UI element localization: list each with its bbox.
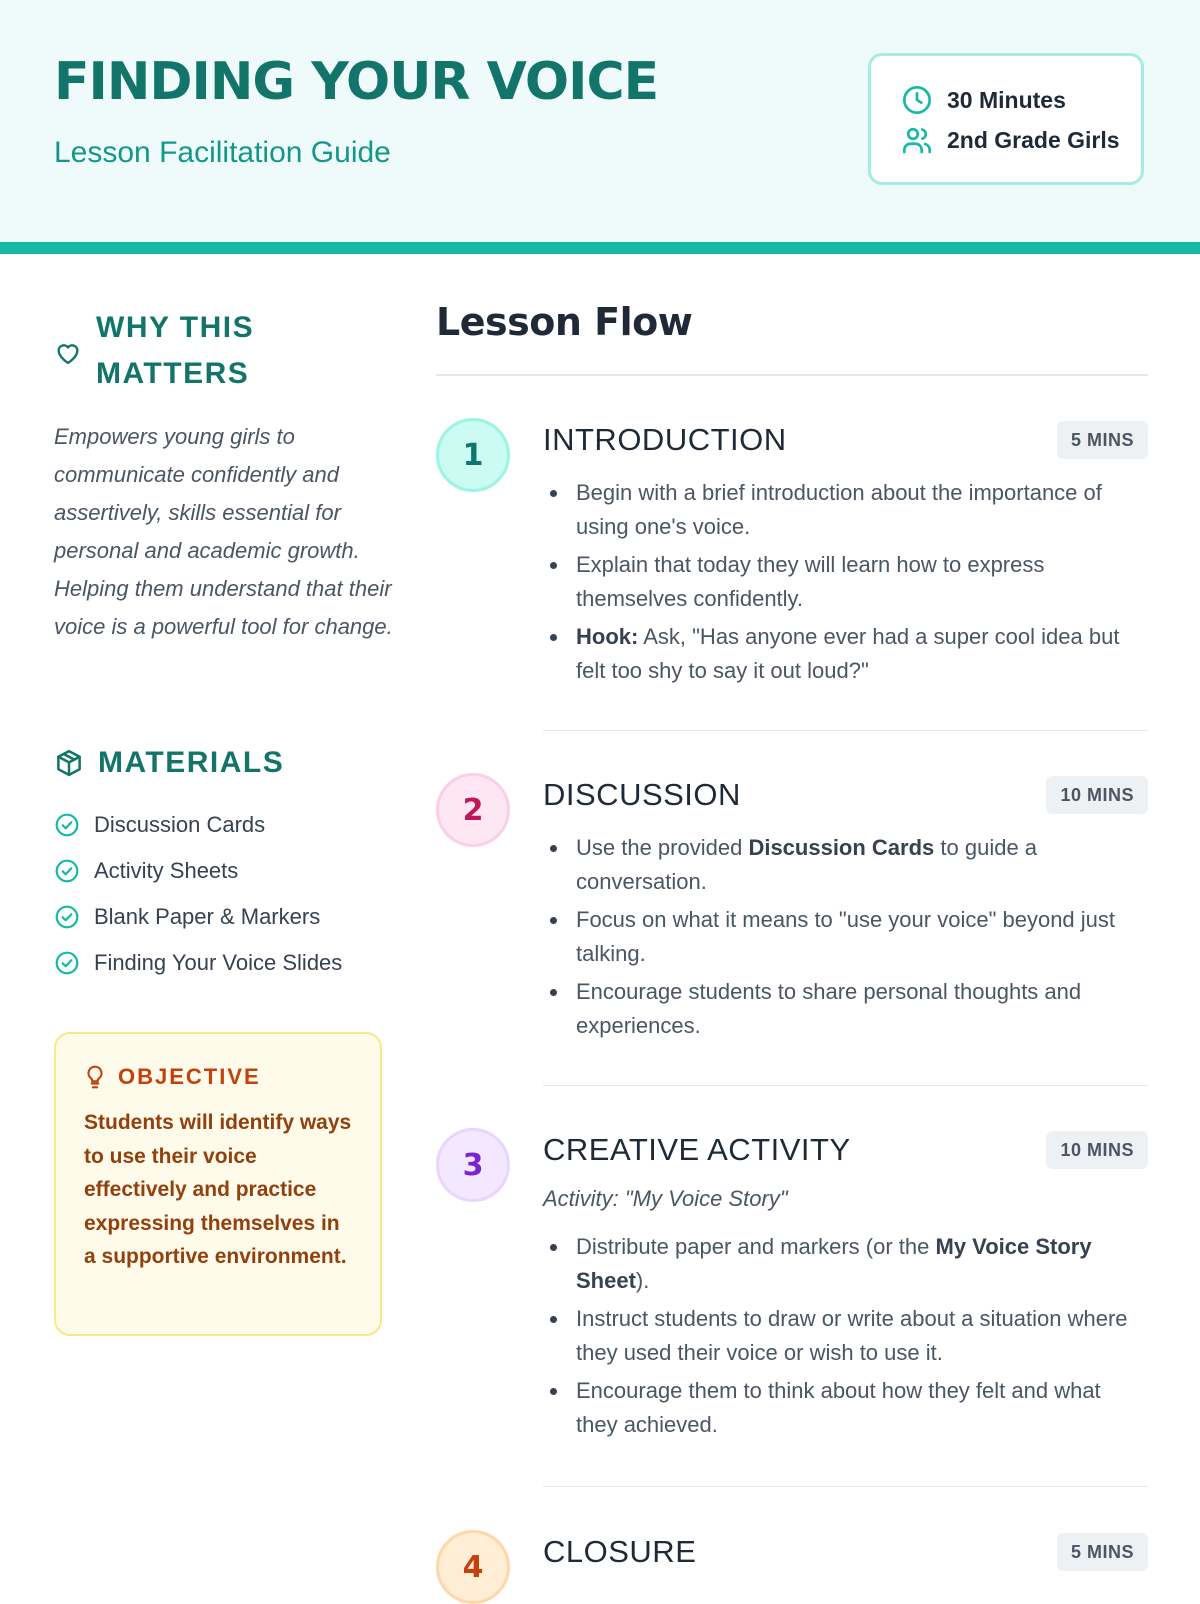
audience-text: 2nd Grade Girls: [947, 126, 1120, 153]
objective-title: OBJECTIVE: [118, 1064, 261, 1089]
page-title: FINDING YOUR VOICE: [54, 52, 659, 112]
list-item: [54, 894, 342, 940]
step-introduction: [436, 418, 1148, 738]
bullet-text: Use the provided: [576, 835, 749, 860]
step-bullets: [543, 476, 1148, 692]
why-title: [96, 305, 254, 397]
divider: [436, 374, 1148, 376]
heart-icon: [54, 339, 82, 367]
check-circle-icon: [54, 950, 80, 976]
why-title-line2: MATTERS: [96, 357, 250, 390]
lesson-flow-title: Lesson Flow: [436, 300, 693, 344]
list-item: Encourage them to think about how they felt and what they achieved.: [543, 1374, 1148, 1441]
why-heading: [54, 305, 254, 397]
list-item: [543, 831, 1148, 898]
why-title-line1: WHY THIS: [96, 311, 255, 344]
step-discussion: [436, 773, 1148, 1093]
duration-row: [901, 84, 1066, 116]
audience-row: [901, 124, 1120, 156]
list-item: [543, 1230, 1148, 1297]
step-creative-activity: [436, 1128, 1148, 1488]
duration-badge: 10 MINS: [1046, 776, 1148, 814]
step-number-badge: 1: [436, 418, 510, 492]
divider: [543, 1486, 1148, 1487]
step-number-badge: 4: [436, 1530, 510, 1604]
objective-text: Students will identify ways to use their voice effectively and practice expressing themselves in a supportive environment.: [84, 1111, 352, 1268]
step-bullets: [543, 1230, 1148, 1446]
list-item: [54, 802, 342, 848]
activity-name: Activity: "My Voice Story": [543, 1186, 788, 1211]
step-number-badge: 2: [436, 773, 510, 847]
check-circle-icon: [54, 904, 80, 930]
material-label: Activity Sheets: [94, 858, 239, 883]
bold-label: Hook:: [576, 624, 639, 649]
list-item: Encourage students to share personal thoughts and experiences.: [543, 975, 1148, 1042]
step-number-badge: 3: [436, 1128, 510, 1202]
step-title: DISCUSSION: [543, 777, 741, 812]
duration-badge: 10 MINS: [1046, 1131, 1148, 1169]
check-circle-icon: [54, 858, 80, 884]
duration-badge: 5 MINS: [1057, 421, 1148, 459]
materials-title: MATERIALS: [98, 746, 285, 779]
list-item: [54, 940, 342, 986]
header: [0, 0, 1200, 254]
list-item: Explain that today they will learn how to express themselves confidently.: [543, 548, 1148, 615]
materials-list: [54, 802, 342, 986]
bullet-text: Distribute paper and markers (or the: [576, 1234, 936, 1259]
step-title: INTRODUCTION: [543, 422, 787, 457]
list-item: Instruct students to draw or write about a situation where they used their voice or wish to use it.: [543, 1302, 1148, 1369]
list-item: [543, 620, 1148, 687]
check-circle-icon: [54, 812, 80, 838]
material-label: Finding Your Voice Slides: [94, 950, 343, 975]
step-title: CLOSURE: [543, 1534, 697, 1569]
duration-badge: 5 MINS: [1057, 1533, 1148, 1571]
divider: [543, 1085, 1148, 1086]
bold-label: My Voice Story Sheet: [576, 1234, 1092, 1293]
step-closure: [436, 1530, 1148, 1600]
clock-icon: [901, 84, 933, 116]
step-bullets: [543, 831, 1148, 1047]
bullet-text: Ask, "Has anyone ever had a super cool idea but felt too shy to say it out loud?": [576, 624, 1120, 683]
lightbulb-icon: [82, 1064, 108, 1090]
objective-heading: [82, 1064, 261, 1090]
bullet-text: ).: [635, 1267, 650, 1293]
divider: [543, 730, 1148, 731]
users-icon: [901, 124, 933, 156]
material-label: Discussion Cards: [94, 812, 266, 837]
page-subtitle: Lesson Facilitation Guide: [54, 136, 391, 169]
box-icon: [54, 748, 84, 778]
step-title: CREATIVE ACTIVITY: [543, 1132, 851, 1167]
objective-card: [54, 1032, 382, 1336]
material-label: Blank Paper & Markers: [94, 904, 321, 929]
materials-heading: [54, 740, 284, 786]
list-item: Focus on what it means to "use your voice" beyond just talking.: [543, 903, 1148, 970]
list-item: Begin with a brief introduction about the importance of using one's voice.: [543, 476, 1148, 543]
why-text: Empowers young girls to communicate confidently and assertively, skills essential for personal and academic growth. Helping them understand that their voice is a powerful tool for change.: [54, 424, 393, 639]
lesson-meta-card: [868, 53, 1144, 185]
bold-label: Discussion Cards: [748, 835, 935, 860]
bullet-text: to guide a conversation.: [576, 835, 1038, 894]
duration-text: 30 Minutes: [947, 86, 1066, 113]
list-item: [54, 848, 342, 894]
